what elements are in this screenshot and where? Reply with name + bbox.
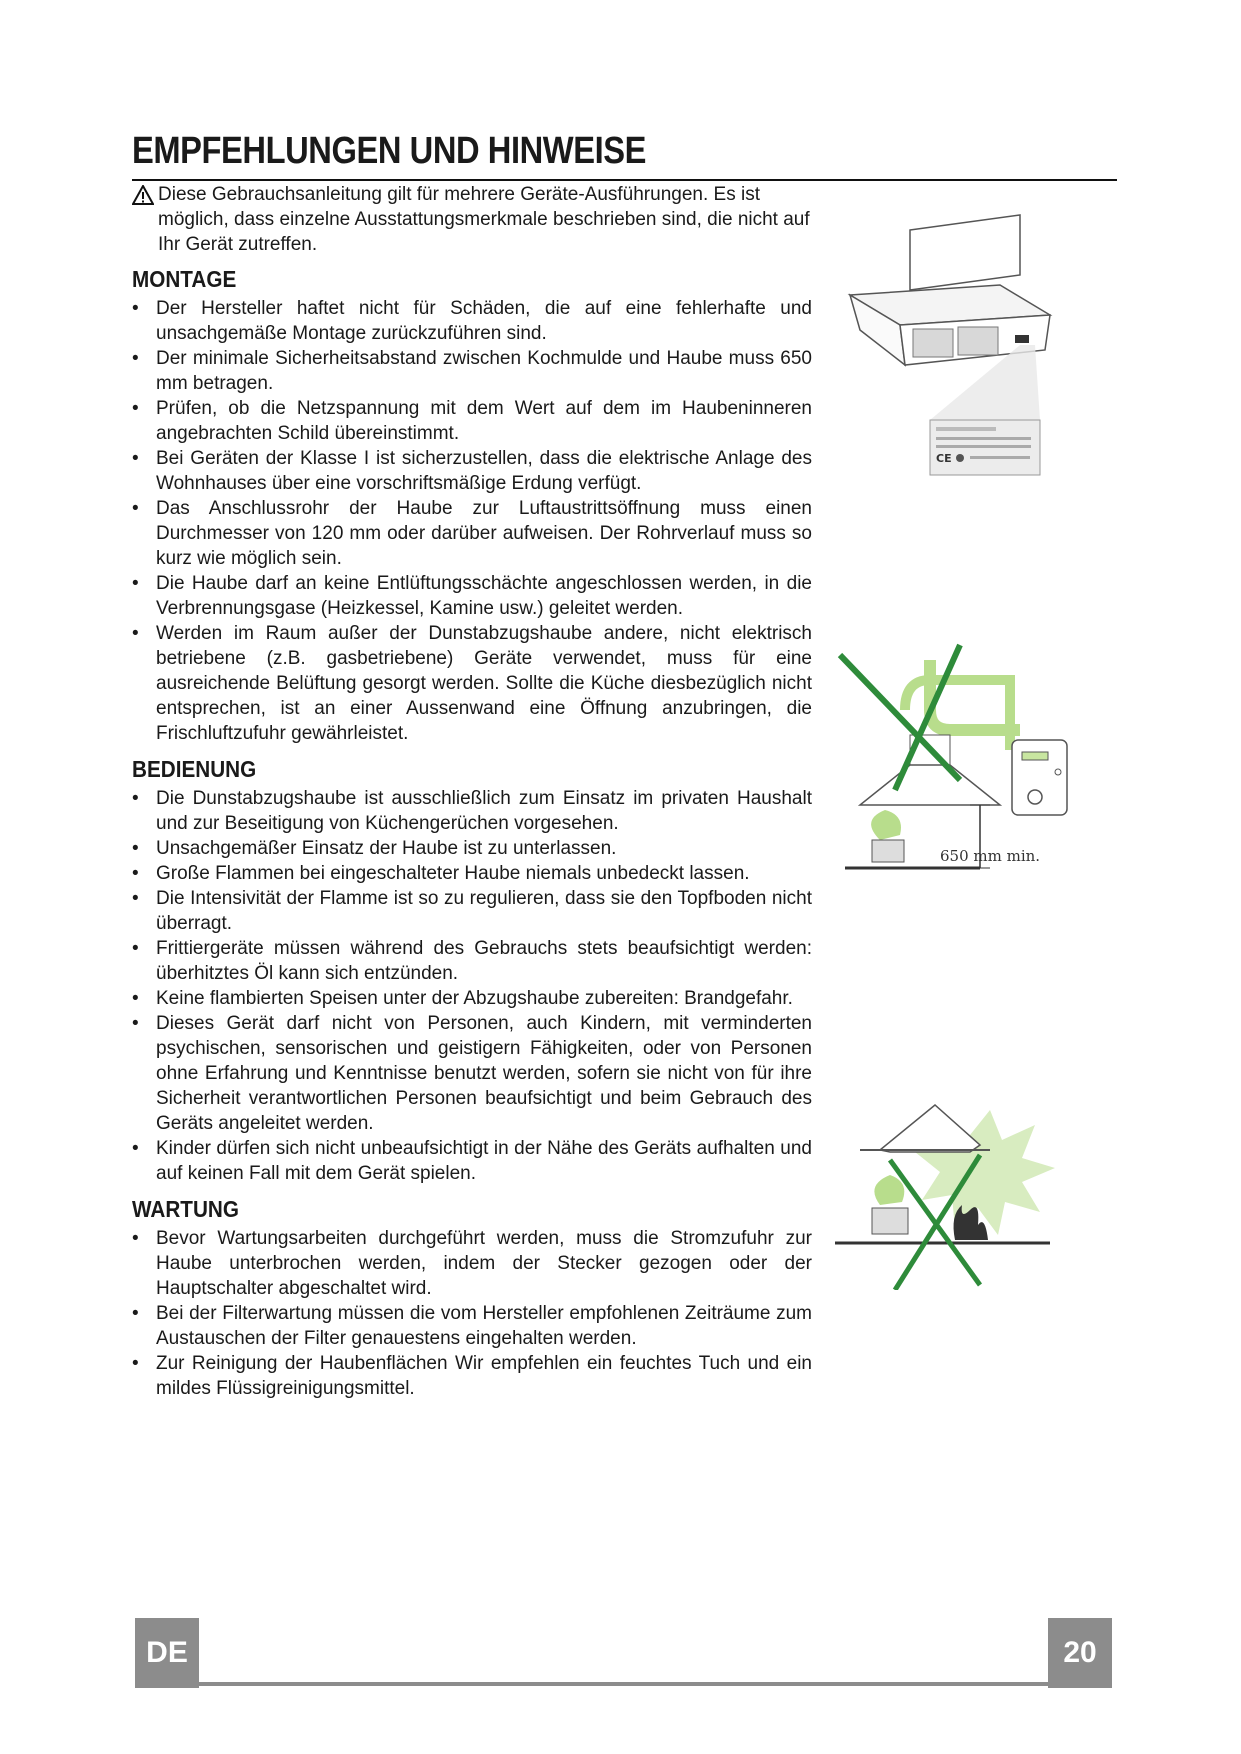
bullet-list <box>132 1226 812 1401</box>
list-item: • Das Anschlussrohr der Haube zur Luftaustrittsöffnung muss einen Durchmesser von 120 mm oder darüber aufweisen. Der Rohrverlauf muss so kurz wie möglich sein. <box>132 496 812 571</box>
list-item: • Bei Geräten der Klasse I ist sicherzustellen, dass die elektrische Anlage des Wohnhauses über eine vorschriftsmäßige Erdung verfügt. <box>132 446 812 496</box>
list-item: • Die Haube darf an keine Entlüftungsschächte angeschlossen werden, in die Verbrennungsgase (Heizkessel, Kamine usw.) geleitet werden. <box>132 571 812 621</box>
list-item: • Frittiergeräte müssen während des Gebrauchs stets beaufsichtigt werden: überhitztes Öl kann sich entzünden. <box>132 936 812 986</box>
section-heading: WARTUNG <box>132 1196 239 1222</box>
footer-divider <box>199 1682 1048 1686</box>
list-item: • Keine flambierten Speisen unter der Abzugshaube zubereiten: Brandgefahr. <box>132 986 812 1011</box>
section-bedienung <box>132 752 812 1186</box>
list-item: • Kinder dürfen sich nicht unbeaufsichtigt in der Nähe des Geräts aufhalten und auf keinen Fall mit dem Gerät spielen. <box>132 1136 812 1186</box>
list-item: • Der Hersteller haftet nicht für Schäden, die auf eine fehlerhafte und unsachgemäße Montage zurückzuführen sind. <box>132 296 812 346</box>
list-item: • Dieses Gerät darf nicht von Personen, auch Kindern, mit verminderten psychischen, sensorischen und geistigern Fähigkeiten, oder von Personen ohne Erfahrung und Kenntnisse benutzt werden, sofern sie nicht von für ihre Sicherheit verantwortlichen Personen beaufsichtigt und beim Gebrauch des Geräts angeleitet werden. <box>132 1011 812 1136</box>
language-badge: DE <box>135 1618 199 1688</box>
list-item: • Unsachgemäßer Einsatz der Haube ist zu unterlassen. <box>132 836 812 861</box>
section-montage <box>132 262 812 746</box>
intro-block <box>132 182 812 257</box>
hood-rating-plate-figure <box>830 205 1060 480</box>
minimum-distance-figure <box>830 640 1090 910</box>
list-item: • Bei der Filterwartung müssen die vom Hersteller empfohlenen Zeiträume zum Austauschen der Filter genauestens eingehalten werden. <box>132 1301 812 1351</box>
list-item: • Bevor Wartungsarbeiten durchgeführt werden, muss die Stromzufuhr zur Haube unterbrochen werden, indem der Stecker gezogen oder der Hauptschalter abgeschaltet wird. <box>132 1226 812 1301</box>
page-number: 20 <box>1048 1618 1112 1688</box>
content-column <box>132 262 812 1407</box>
list-item: • Prüfen, ob die Netzspannung mit dem Wert auf dem im Haubeninneren angebrachten Schild übereinstimmt. <box>132 396 812 446</box>
list-item: • Die Dunstabzugshaube ist ausschließlich zum Einsatz im privaten Haushalt und zur Beseitigung von Küchengerüchen vorgesehen. <box>132 786 812 836</box>
open-flame-warning-figure <box>830 1090 1060 1290</box>
distance-label: 650 mm min. <box>940 847 1041 865</box>
list-item: • Die Intensivität der Flamme ist so zu regulieren, dass sie den Topfboden nicht überragt. <box>132 886 812 936</box>
bullet-list <box>132 296 812 746</box>
warning-triangle-icon <box>132 185 154 212</box>
list-item: • Große Flammen bei eingeschalteter Haube niemals unbedeckt lassen. <box>132 861 812 886</box>
list-item: • Der minimale Sicherheitsabstand zwischen Kochmulde und Haube muss 650 mm betragen. <box>132 346 812 396</box>
intro-text: Diese Gebrauchsanleitung gilt für mehrere Geräte-Ausführungen. Es ist möglich, dass einzelne Ausstattungsmerkmale beschrieben sind, die nicht auf Ihr Gerät zutreffen. <box>158 184 810 255</box>
list-item: • Werden im Raum außer der Dunstabzugshaube andere, nicht elektrisch betriebene (z.B. gasbetriebene) Geräte verwendet, muss für eine ausreichende Belüftung gesorgt werden. Sollte die Küche diesbezüglich nicht entsprechen, ist an einer Aussenwand eine Öffnung anzubringen, die Frischluftzufuhr gewährleistet. <box>132 621 812 746</box>
svg-text:CE: CE <box>936 452 952 465</box>
section-heading: MONTAGE <box>132 266 237 292</box>
title-divider <box>132 179 1117 181</box>
section-wartung <box>132 1192 812 1401</box>
page-title: EMPFEHLUNGEN UND HINWEISE <box>132 130 646 172</box>
section-heading: BEDIENUNG <box>132 756 257 782</box>
bullet-list <box>132 786 812 1186</box>
list-item: • Zur Reinigung der Haubenflächen Wir empfehlen ein feuchtes Tuch und ein mildes Flüssigreinigungsmittel. <box>132 1351 812 1401</box>
